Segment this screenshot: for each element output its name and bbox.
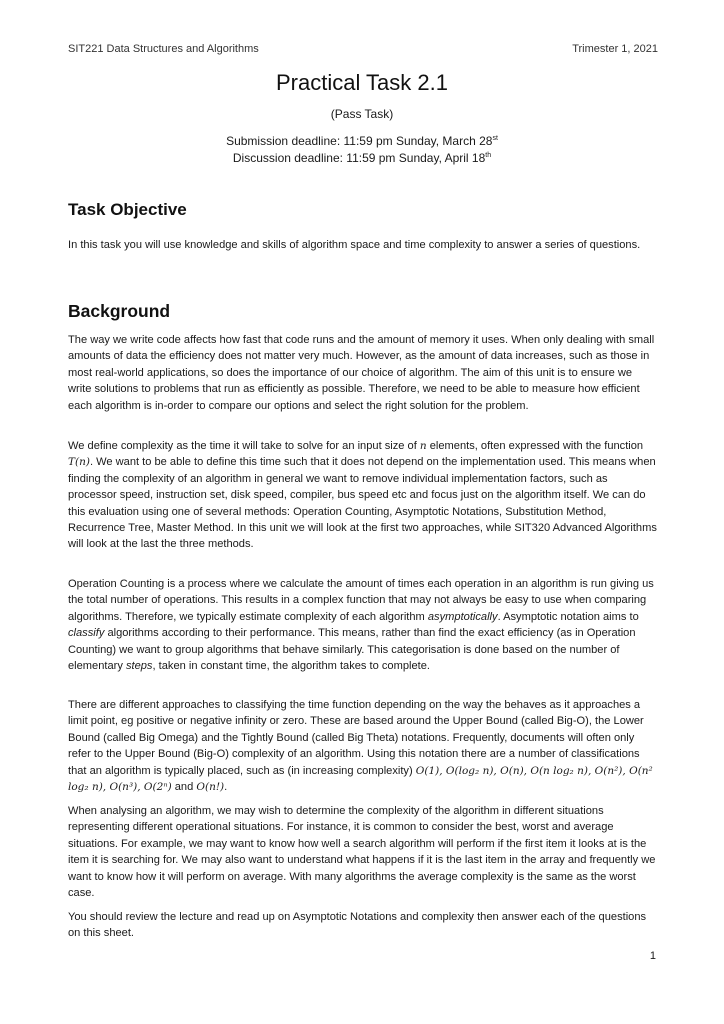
p3-text-b: . Asymptotic notation aims to	[497, 610, 639, 623]
task-objective-text: In this task you will use knowledge and skills of algorithm space and time complexity to answer a series of questions.	[68, 239, 641, 251]
p3-text-d: , taken in constant time, the algorithm takes to complete.	[152, 660, 430, 673]
background-paragraph-1: The way we write code affects how fast that code runs and the amount of memory it uses. When only dealing with small amounts of data the efficiency does not matter very much. However, as the amount of data increases, such as those in most real-world applications, so does the importance of our choice of algorithm. The aim of this unit is to ensure we write solutions to problems that run as efficiently as possible. Therefore, we need to be able to measure how efficient each algorithm is in-order to compare our options and select the right solution for the problem.	[68, 334, 655, 412]
p4-complexity-classes: O(1), O(log₂ n), O(n), O(n log₂ n), O(n²), O(n² log₂ n), O(n³), O(2ⁿ)	[68, 764, 653, 794]
discussion-deadline	[0, 151, 724, 165]
p3-text-a: Operation Counting is a process where we calculate the amount of times each operation in an algorithm is run giving us the total number of operations. This results in a complex function that may not always be easy to use when comparing algorithms. Therefore, we typically estimate complexity of each algorithm	[68, 578, 654, 623]
page-number: 1	[649, 950, 656, 962]
discussion-deadline-suffix: th	[485, 152, 492, 159]
p3-emphasis-asymptotically: asymptotically	[427, 610, 498, 623]
task-objective-heading: Task Objective	[68, 200, 187, 219]
p2-math-tn: T(n)	[68, 456, 90, 469]
background-paragraph-5: When analysing an algorithm, we may wish to determine the complexity of the algorithm in different situations representing different operational situations. For instance, it is common to consider the best, worst and average situations. For example, we may want to know how well a search algorithm will perform if the first item it looks at is the item it is searching for. We may also want to understand what happens if it is the last item in the array and frequently we want to know how it will perform on average. With many algorithms the average complexity is the same as the worst case.	[68, 805, 656, 900]
background-paragraph-6: You should review the lecture and read up on Asymptotic Notations and complexity then answer each of the questions on this sheet.	[68, 911, 647, 940]
background-heading: Background	[68, 301, 171, 321]
page-title: Practical Task 2.1	[275, 70, 448, 95]
p4-text-and: and	[171, 781, 197, 794]
p3-emphasis-steps: steps	[125, 660, 153, 673]
background-paragraph-2	[68, 438, 658, 553]
background-paragraph-3	[68, 576, 658, 674]
p2-text-b: elements, often expressed with the function	[426, 440, 644, 452]
p2-text-c: . We want to be able to define this time such that it does not depend on the implementation used. This means when finding the complexity of an algorithm in general we want to remove individual implementation factors, such as processor speed, instruction set, disk speed, compiler, bus speed etc and focus just on the algorithm itself. We can do this evaluation using one of several methods: Operation Counting, Asymptotic Notations, Substitution Method, Recurrence Tree, Master Method. In this unit we will look at the first two approaches, while SIT320 Advanced Algorithms will look at the last the three methods.	[68, 456, 657, 551]
p4-text-end: .	[224, 781, 228, 794]
page-subtitle: (Pass Task)	[330, 107, 394, 121]
p4-text-a: There are different approaches to classifying the time function depending on the way the behaves as it approaches a limit point, eg positive or negative infinity or zero. These are based around the Upper Bound (called Big-O), the Lower Bound (called Big Omega) and the Tightly Bound (called Big Theta) notations. Frequently, documents will often only refer to the Upper Bound (Big-O) complexity of an algorithm. Using this notation there are a number of classifications that an algorithm is typically placed, such as (in increasing complexity)	[68, 699, 644, 777]
p3-emphasis-classify: classify	[68, 627, 105, 640]
submission-deadline-text: Submission deadline: 11:59 pm Sunday, March 28	[226, 134, 493, 148]
submission-deadline-suffix: st	[492, 135, 498, 142]
discussion-deadline-text: Discussion deadline: 11:59 pm Sunday, April 18	[232, 151, 486, 165]
p3-text-c: algorithms according to their performance. This means, rather than find the exact efficiency (as in Operation Counting) we want to group algorithms that behave similarly. This categorisation is done based on the number of elementary	[68, 627, 636, 673]
p2-math-n: n	[419, 440, 427, 452]
submission-deadline	[0, 134, 724, 148]
p2-text-a: We define complexity as the time it will take to solve for an input size of	[68, 440, 420, 452]
background-paragraph-4	[68, 697, 658, 795]
p4-factorial-class: O(n!)	[196, 781, 225, 794]
header-trimester: Trimester 1, 2021	[572, 43, 658, 55]
header-course: SIT221 Data Structures and Algorithms	[68, 43, 259, 55]
